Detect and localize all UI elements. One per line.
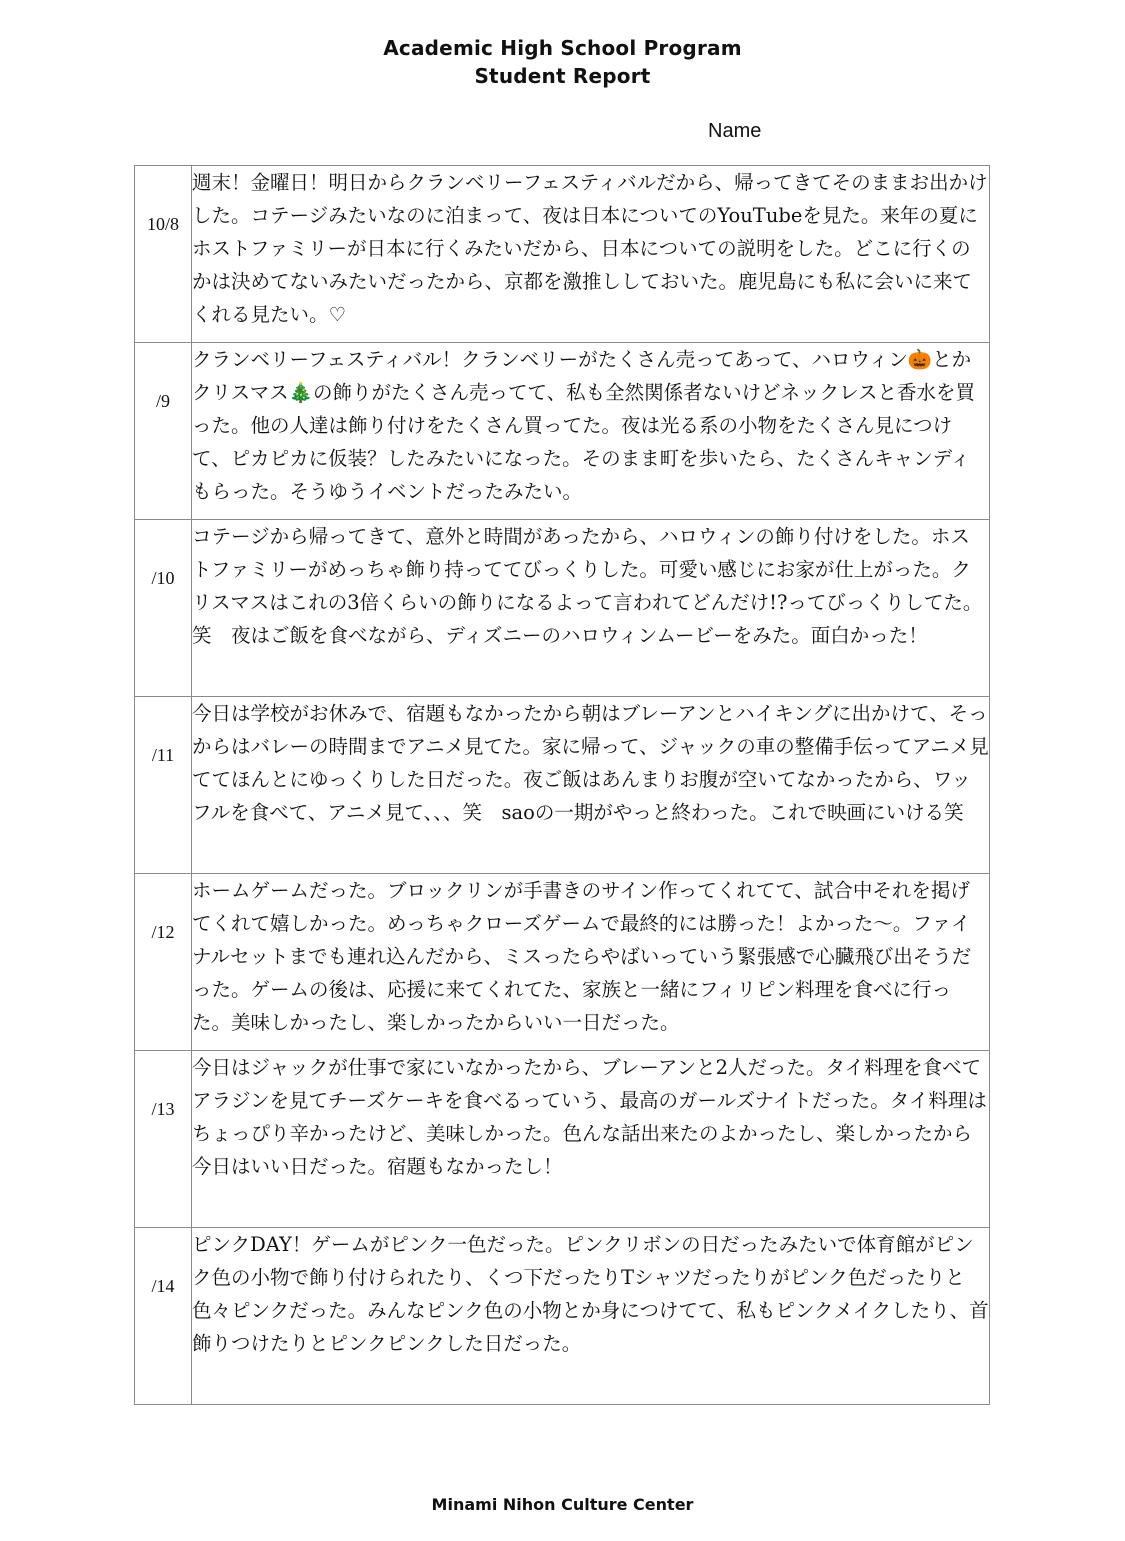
date-cell xyxy=(135,520,192,697)
diary-row xyxy=(135,1228,990,1405)
diary-table xyxy=(134,165,990,1405)
date-cell xyxy=(135,1228,192,1405)
diary-row xyxy=(135,697,990,874)
report-title xyxy=(0,34,1125,90)
entry-date: /10 xyxy=(151,568,175,588)
report-subtitle: Student Report xyxy=(474,64,651,88)
date-cell xyxy=(135,697,192,874)
entry-date: /9 xyxy=(155,391,170,411)
entry-date: /11 xyxy=(151,745,175,765)
date-cell xyxy=(135,343,192,520)
diary-row xyxy=(135,1051,990,1228)
footer-organization: Minami Nihon Culture Center xyxy=(431,1495,694,1514)
diary-row xyxy=(135,343,990,520)
entry-text: ホームゲームだった。ブロックリンが手書きのサイン作ってくれてて、試合中それを掲げてくれて嬉しかった。めっちゃクローズゲームで最終的には勝った！よかった〜。ファイナルセットまでも連れ込んだから、ミスったらやばいっていう緊張感で心臓飛び出そうだった。ゲームの後は、応援に来てくれてた、家族と一緒にフィリピン料理を食べに行った。美味しかったし、楽しかったからいい一日だった。 xyxy=(192,874,990,1051)
entry-date: /12 xyxy=(151,922,175,942)
entry-text: クランベリーフェスティバル！クランベリーがたくさん売ってあって、ハロウィン🎃とかクリスマス🎄の飾りがたくさん売ってて、私も全然関係者ないけどネックレスと香水を買った。他の人達は飾り付けをたくさん買ってた。夜は光る系の小物をたくさん見につけて、ピカピカに仮装？したみたいになった。そのまま町を歩いたら、たくさんキャンディもらった。そうゆうイベントだったみたい。 xyxy=(192,343,990,520)
entry-date: /13 xyxy=(151,1099,175,1119)
diary-row xyxy=(135,874,990,1051)
entry-text: コテージから帰ってきて、意外と時間があったから、ハロウィンの飾り付けをした。ホストファミリーがめっちゃ飾り持っててびっくりした。可愛い感じにお家が仕上がった。クリスマスはこれの3倍くらいの飾りになるよって言われてどんだけ!?ってびっくりしてた。笑 夜はご飯を食べながら、ディズニーのハロウィンムービーをみた。面白かった！ xyxy=(192,520,990,697)
entry-text: 今日は学校がお休みで、宿題もなかったから朝はブレーアンとハイキングに出かけて、そっからはバレーの時間までアニメ見てた。家に帰って、ジャックの車の整備手伝ってアニメ見ててほんとにゆっくりした日だった。夜ご飯はあんまりお腹が空いてなかったから、ワッフルを食べて、アニメ見て、、、笑 saoの一期がやっと終わった。これで映画にいける笑 xyxy=(192,697,990,874)
name-label: Name xyxy=(708,120,762,142)
entry-text: 今日はジャックが仕事で家にいなかったから、ブレーアンと2人だった。タイ料理を食べてアラジンを見てチーズケーキを食べるっていう、最高のガールズナイトだった。タイ料理はちょっぴり辛かったけど、美味しかった。色んな話出来たのよかったし、楽しかったから今日はいい日だった。宿題もなかったし！ xyxy=(192,1051,990,1228)
entry-date: 10/8 xyxy=(146,214,179,234)
entry-date: /14 xyxy=(151,1276,175,1296)
entry-text: 週末！金曜日！明日からクランベリーフェスティバルだから、帰ってきてそのままお出かけした。コテージみたいなのに泊まって、夜は日本についてのYouTubeを見た。来年の夏にホストファミリーが日本に行くみたいだから、日本についての説明をした。どこに行くのかは決めてないみたいだったから、京都を激推ししておいた。鹿児島にも私に会いに来てくれる見たい。♡ xyxy=(192,166,990,343)
entry-text: ピンクDAY！ゲームがピンク一色だった。ピンクリボンの日だったみたいで体育館がピンク色の小物で飾り付けられたり、くつ下だったりTシャツだったりがピンク色だったりと色々ピンクだった。みんなピンク色の小物とか身につけてて、私もピンクメイクしたり、首飾りつけたりとピンクピンクした日だった。 xyxy=(192,1228,990,1405)
date-cell xyxy=(135,874,192,1051)
date-cell xyxy=(135,1051,192,1228)
diary-row xyxy=(135,520,990,697)
program-title: Academic High School Program xyxy=(383,36,742,60)
date-cell xyxy=(135,166,192,343)
diary-row xyxy=(135,166,990,343)
